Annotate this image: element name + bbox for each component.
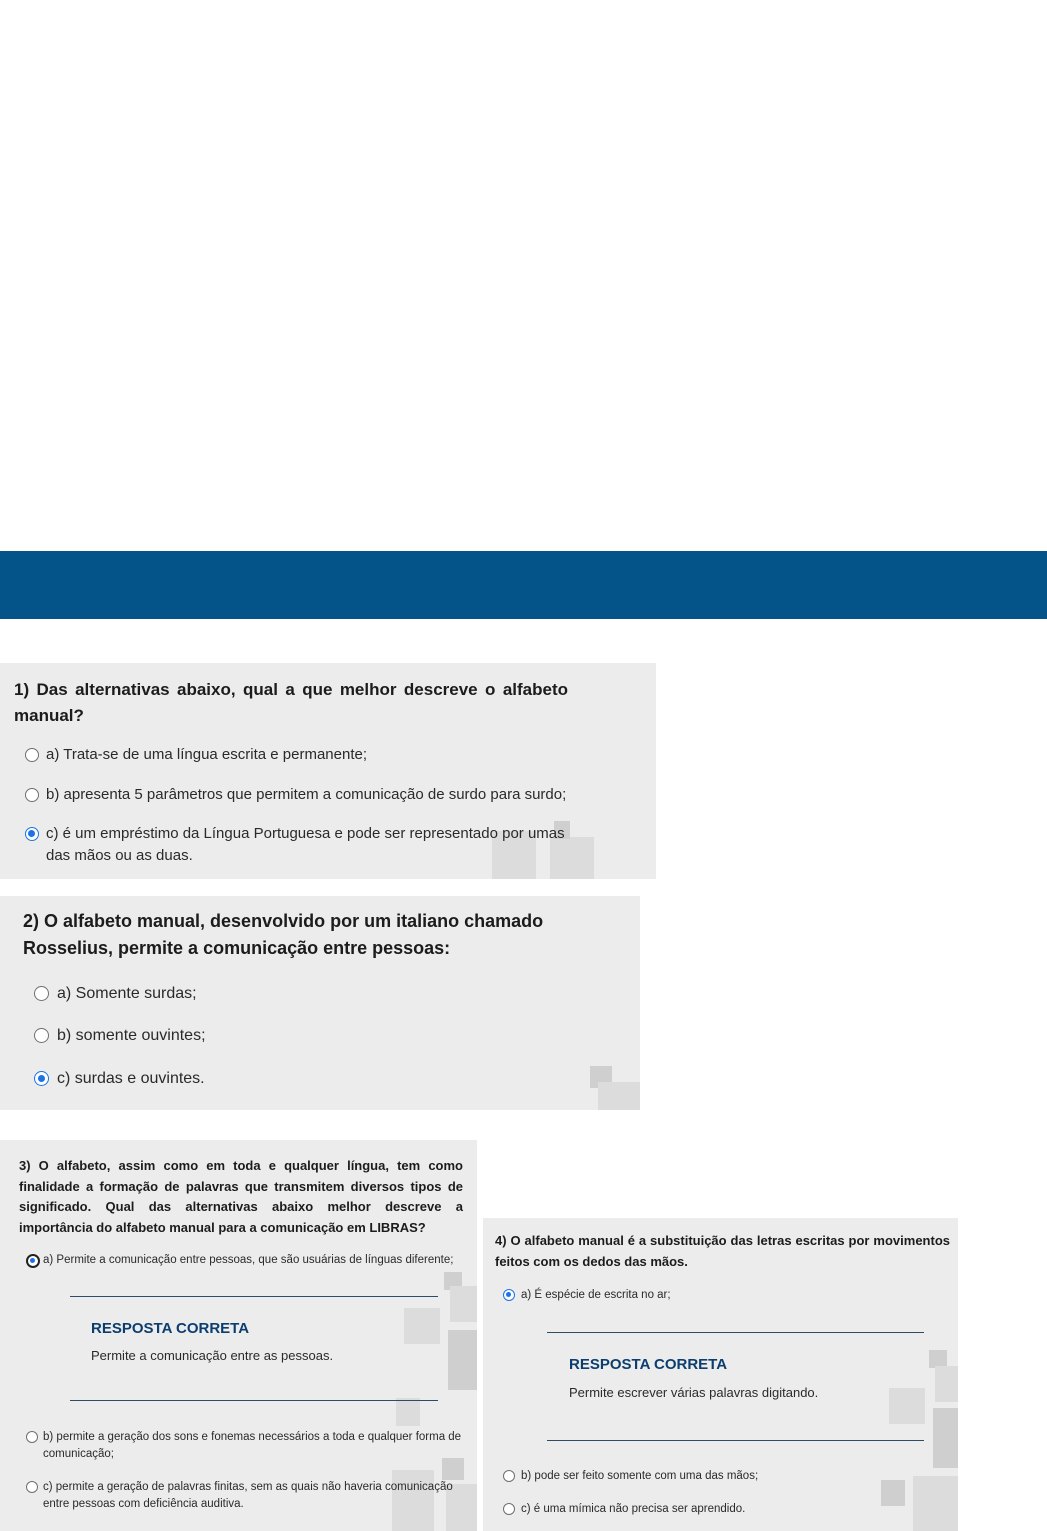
radio-button[interactable] (34, 986, 49, 1001)
option-label: b) somente ouvintes; (57, 1027, 206, 1044)
option-label: a) Permite a comunicação entre pessoas, que são usuárias de línguas diferente; (43, 1254, 454, 1266)
radio-button[interactable] (26, 1481, 38, 1493)
option-a[interactable] (25, 744, 585, 766)
option-label: b) apresenta 5 parâmetros que permitem a comunicação de surdo para surdo; (46, 786, 567, 803)
option-label: a) É espécie de escrita no ar; (521, 1289, 671, 1301)
header-banner (0, 551, 1047, 619)
feedback-divider-bottom (70, 1400, 438, 1401)
question-card-3 (0, 1140, 477, 1531)
question-text: 1) Das alternativas abaixo, qual a que melhor descreve o alfabeto manual? (14, 680, 568, 725)
radio-button[interactable] (25, 788, 39, 802)
option-b[interactable] (25, 784, 585, 806)
option-a[interactable] (26, 1252, 476, 1269)
feedback-title: RESPOSTA CORRETA (569, 1356, 728, 1373)
radio-button-selected[interactable] (34, 1071, 49, 1086)
option-label: a) Trata-se de uma língua escrita e permanente; (46, 746, 368, 763)
feedback-divider-top (70, 1296, 438, 1297)
option-b[interactable] (503, 1468, 943, 1485)
radio-button-selected[interactable] (26, 1254, 40, 1268)
option-label: a) Somente surdas; (57, 985, 197, 1002)
option-label: b) pode ser feito somente com uma das mãos; (521, 1470, 759, 1482)
question-card-4 (483, 1218, 958, 1531)
radio-button-selected[interactable] (503, 1289, 515, 1301)
question-text: 4) O alfabeto manual é a substituição das letras escritas por movimentos feitos com os dedos das mãos. (495, 1233, 950, 1269)
decor-square (396, 1398, 420, 1426)
decor-square (450, 1286, 477, 1322)
option-label: c) é uma mímica não precisa ser aprendido. (521, 1503, 746, 1515)
decor-square (935, 1366, 958, 1402)
decor-square (404, 1308, 440, 1344)
question-text: 2) O alfabeto manual, desenvolvido por um italiano chamado Rosselius, permite a comunicação entre pessoas: (23, 911, 544, 958)
radio-button[interactable] (26, 1431, 38, 1443)
decor-square (933, 1408, 958, 1468)
feedback-divider-top (547, 1332, 924, 1333)
feedback-text: Permite a comunicação entre as pessoas. (91, 1348, 334, 1363)
option-label: c) permite a geração de palavras finitas, sem as quais não haveria comunicação entre pessoas com deficiência auditiva. (43, 1481, 453, 1510)
feedback-divider-bottom (547, 1440, 924, 1441)
decor-square (889, 1388, 925, 1424)
option-label: b) permite a geração dos sons e fonemas necessários a toda e qualquer forma de comunicação; (43, 1431, 462, 1460)
question-card-2 (0, 896, 640, 1110)
radio-button[interactable] (34, 1028, 49, 1043)
option-b[interactable] (34, 1025, 206, 1047)
option-a[interactable] (34, 983, 197, 1005)
option-b[interactable] (26, 1429, 476, 1463)
radio-button[interactable] (503, 1503, 515, 1515)
radio-button-selected[interactable] (25, 827, 39, 841)
option-label: c) é um empréstimo da Língua Portuguesa e pode ser representado por umas das mãos ou as duas. (46, 825, 565, 864)
decor-square (598, 1082, 640, 1110)
option-c[interactable] (25, 823, 585, 867)
option-a[interactable] (503, 1287, 943, 1304)
radio-button[interactable] (25, 748, 39, 762)
decor-square (448, 1330, 477, 1390)
option-c[interactable] (34, 1068, 205, 1090)
option-c[interactable] (503, 1501, 943, 1518)
option-label: c) surdas e ouvintes. (57, 1070, 205, 1087)
question-text: 3) O alfabeto, assim como em toda e qualquer língua, tem como finalidade a formação de palavras que transmitem diversos tipos de significado. Qual das alternativas abaixo melhor descreve a importância do alfabeto manual para a comunicação em LIBRAS? (19, 1158, 463, 1235)
feedback-text: Permite escrever várias palavras digitando. (569, 1385, 819, 1400)
radio-button[interactable] (503, 1470, 515, 1482)
option-c[interactable] (26, 1479, 476, 1513)
feedback-title: RESPOSTA CORRETA (91, 1320, 250, 1337)
question-card-1 (0, 663, 656, 879)
